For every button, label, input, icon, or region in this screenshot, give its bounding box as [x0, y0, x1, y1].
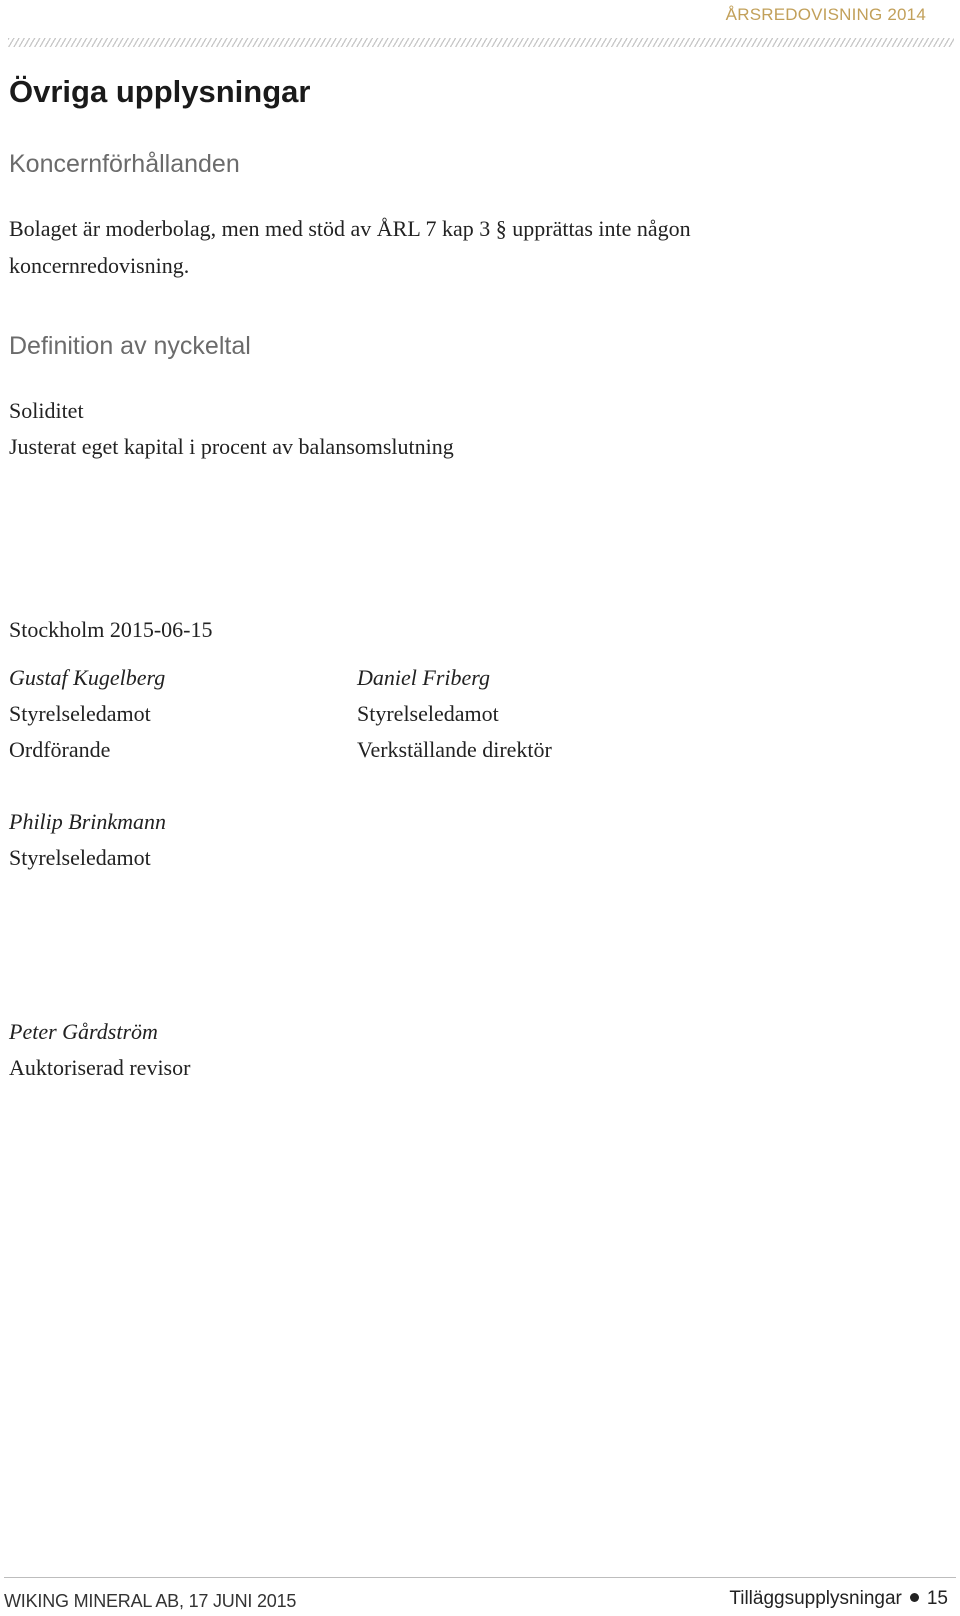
- auditor-name: Peter Gårdström: [9, 1019, 158, 1044]
- signatory-role: Verkställande direktör: [357, 737, 552, 762]
- signatory-block: [9, 804, 166, 876]
- auditor-block: [9, 1014, 190, 1086]
- signatory-name: Philip Brinkmann: [9, 809, 167, 834]
- footer-company-date: WIKING MINERAL AB, 17 JUNI 2015: [4, 1591, 297, 1611]
- key-ratio-definition: Justerat eget kapital i procent av balansomslutning: [9, 434, 454, 459]
- signatory-name: Gustaf Kugelberg: [9, 665, 166, 690]
- group-relations-text: Bolaget är moderbolag, men med stöd av ÅRL 7 kap 3 § upprättas inte någon koncernredovisning.: [9, 216, 691, 278]
- footer-section-page: [729, 1588, 948, 1610]
- signatory-block: [357, 660, 552, 768]
- signatory-role: Styrelseledamot: [9, 701, 151, 726]
- header-hatch-divider: [8, 38, 954, 47]
- auditor-role: Auktoriserad revisor: [9, 1055, 191, 1080]
- key-ratio-term: Soliditet: [9, 398, 84, 423]
- page-title: Övriga upplysningar: [9, 74, 311, 109]
- signature-place-date: Stockholm 2015-06-15: [9, 617, 213, 642]
- signatory-name: Daniel Friberg: [357, 665, 490, 690]
- signatory-role: Styrelseledamot: [9, 845, 151, 870]
- footer-section-title: Tilläggsupplysningar: [729, 1588, 902, 1609]
- signatory-block: [9, 660, 165, 768]
- signatory-role: Styrelseledamot: [357, 701, 499, 726]
- section-heading-group-relations: Koncernförhållanden: [9, 150, 240, 178]
- section-heading-key-ratios: Definition av nyckeltal: [9, 332, 251, 360]
- report-header-label: ÅRSREDOVISNING 2014: [725, 5, 926, 24]
- footer-divider: [4, 1577, 956, 1578]
- bullet-icon: [910, 1593, 919, 1602]
- signatory-role: Ordförande: [9, 737, 111, 762]
- page-number: 15: [926, 1588, 948, 1609]
